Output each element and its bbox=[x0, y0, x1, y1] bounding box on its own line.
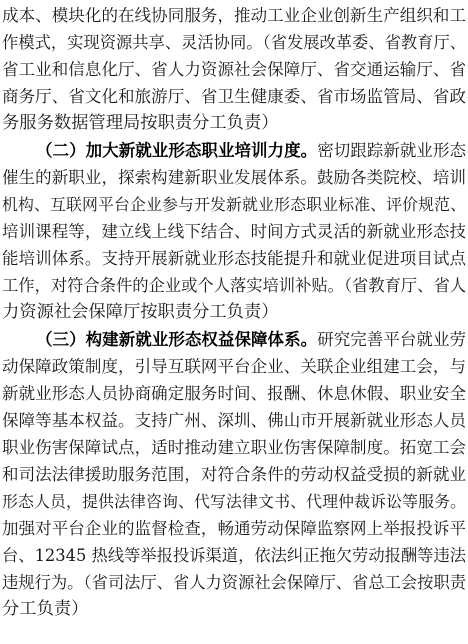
line-text: 密切跟踪新就业形态 bbox=[317, 141, 467, 160]
line-text: 省工业和信息化厅、省人力资源社会保障厅、省交通运输厅、省 bbox=[2, 60, 466, 79]
line-text: 新就业形态人员协商确定服务时间、报酬、休息休假、职业安全 bbox=[2, 384, 466, 403]
text-line bbox=[0, 29, 468, 56]
text-line bbox=[0, 434, 468, 461]
line-text: 商务厅、省文化和旅游厅、省卫生健康委、省市场监管局、省政 bbox=[2, 87, 466, 106]
line-text: 分工负责） bbox=[2, 599, 89, 619]
section-heading: （二）加大新就业形态职业培训力度。 bbox=[36, 141, 318, 160]
line-text: 培训课程等，建立线上线下结合、时间方式灵活的新就业形态技 bbox=[2, 222, 466, 241]
section-heading: （三）构建新就业形态权益保障体系。 bbox=[36, 330, 318, 349]
line-text: 动保障政策制度，引导互联网平台企业、关联企业组建工会，与 bbox=[2, 357, 466, 376]
text-line bbox=[0, 110, 468, 137]
text-line bbox=[0, 299, 468, 326]
line-text: 违规行为。（省司法厅、省人力资源社会保障厅、省总工会按职责 bbox=[2, 573, 467, 592]
text-line bbox=[0, 596, 468, 623]
text-line bbox=[0, 542, 468, 569]
line-text: 职业伤害保障试点，适时推动建立职业伤害保障制度。拓宽工会 bbox=[2, 438, 466, 457]
line-text: 作模式，实现资源共享、灵活协同。（省发展改革委、省教育厅、 bbox=[2, 33, 467, 52]
line-text: 形态人员，提供法律咨询、代写法律文书、代理仲裁诉讼等服务。 bbox=[2, 492, 466, 511]
text-line bbox=[0, 56, 468, 83]
line-text: 加强对平台企业的监督检查，畅通劳动保障监察网上举报投诉平 bbox=[2, 519, 466, 538]
text-line bbox=[0, 83, 468, 110]
line-text: 台、12345 热线等举报投诉渠道，依法纠正拖欠劳动报酬等违法 bbox=[2, 546, 467, 565]
heading-line bbox=[0, 326, 468, 353]
heading-line bbox=[0, 137, 468, 164]
line-text: 能培训体系。支持开展新就业形态技能提升和就业促进项目试点 bbox=[2, 249, 466, 268]
line-text: 务服务数据管理局按职责分工负责） bbox=[2, 113, 279, 133]
line-text: 催生的新职业，探索构建新职业发展体系。鼓励各类院校、培训 bbox=[2, 168, 466, 187]
line-text: 机构、互联网平台企业参与开发新就业形态职业标准、评价规范、 bbox=[2, 195, 466, 214]
line-text: 保障等基本权益。支持广州、深圳、佛山市开展新就业形态人员 bbox=[2, 411, 466, 430]
text-line bbox=[0, 191, 468, 218]
line-text: 和司法法律援助服务范围，对符合条件的劳动权益受损的新就业 bbox=[2, 465, 466, 484]
line-text: 工作，对符合条件的企业或个人落实培训补贴。（省教育厅、省人 bbox=[2, 276, 467, 295]
line-text: 研究完善平台就业劳 bbox=[317, 330, 467, 349]
text-line bbox=[0, 461, 468, 488]
text-line bbox=[0, 2, 468, 29]
text-line bbox=[0, 218, 468, 245]
text-line bbox=[0, 164, 468, 191]
line-text: 成本、模块化的在线协同服务，推动工业企业创新生产组织和工 bbox=[2, 6, 466, 25]
text-line bbox=[0, 569, 468, 596]
text-line bbox=[0, 488, 468, 515]
text-line bbox=[0, 407, 468, 434]
text-line bbox=[0, 272, 468, 299]
text-line bbox=[0, 245, 468, 272]
text-line bbox=[0, 353, 468, 380]
text-line bbox=[0, 380, 468, 407]
line-text: 力资源社会保障厅按职责分工负责） bbox=[2, 302, 279, 322]
text-line bbox=[0, 515, 468, 542]
